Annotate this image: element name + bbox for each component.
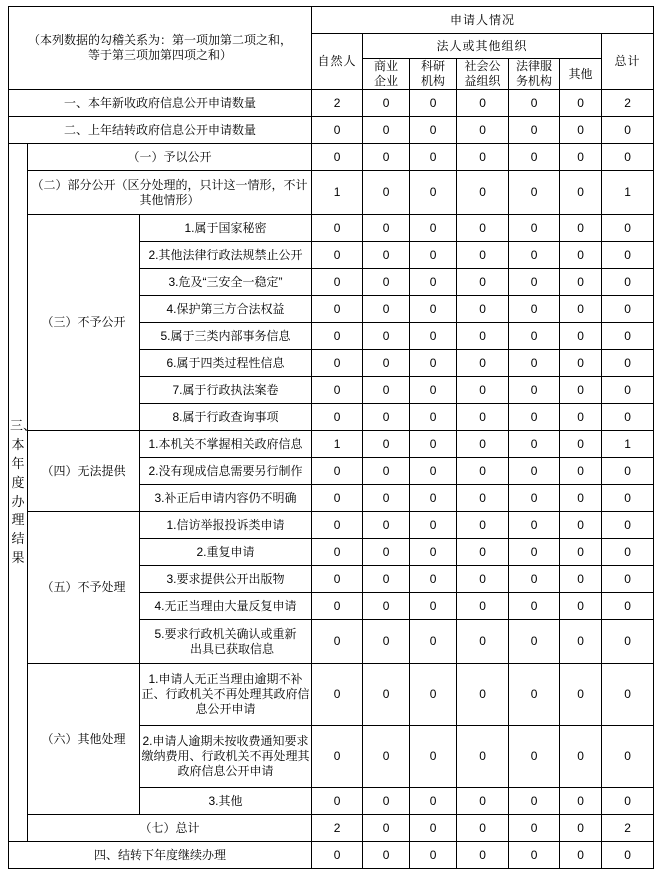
row-label-item1: 一、本年新收政府信息公开申请数量 xyxy=(9,90,312,117)
row-label-g5-5-line1: 5.要求行政机关确认或重新 xyxy=(154,626,297,641)
cell-r21-c5: 0 xyxy=(509,664,560,726)
cell-r10-c2: 0 xyxy=(363,350,410,377)
header-col-legal-service-org xyxy=(509,59,560,90)
cell-r6-c2: 0 xyxy=(363,242,410,269)
cell-r22-c1: 0 xyxy=(312,726,363,788)
row-label-g3-5: 5.属于三类内部事务信息 xyxy=(140,323,312,350)
cell-r23-c5: 0 xyxy=(509,788,560,815)
cell-r7-c1: 0 xyxy=(312,269,363,296)
cell-r17-c2: 0 xyxy=(363,539,410,566)
cell-r8-c1: 0 xyxy=(312,296,363,323)
cell-r6-c3: 0 xyxy=(410,242,457,269)
cell-r20-c3: 0 xyxy=(410,620,457,664)
header-col-other: 其他 xyxy=(560,59,602,90)
cell-r14-c5: 0 xyxy=(509,458,560,485)
cell-r9-c1: 0 xyxy=(312,323,363,350)
cell-r7-c5: 0 xyxy=(509,269,560,296)
cell-r14-c6: 0 xyxy=(560,458,602,485)
cell-r14-c7: 0 xyxy=(602,458,654,485)
row-label-item2: 二、上年结转政府信息公开申请数量 xyxy=(9,117,312,144)
row-label-g3-1: 1.属于国家秘密 xyxy=(140,215,312,242)
cell-r22-c2: 0 xyxy=(363,726,410,788)
cell-r18-c2: 0 xyxy=(363,566,410,593)
cell-r23-c4: 0 xyxy=(457,788,509,815)
cell-r17-c1: 0 xyxy=(312,539,363,566)
cell-r23-c3: 0 xyxy=(410,788,457,815)
cell-r22-c3: 0 xyxy=(410,726,457,788)
cell-r3-c1: 0 xyxy=(312,144,363,171)
header-col-legal-service-org-line1: 法律服 xyxy=(516,59,553,73)
cell-r6-c4: 0 xyxy=(457,242,509,269)
cell-r12-c1: 0 xyxy=(312,404,363,431)
cell-r17-c7: 0 xyxy=(602,539,654,566)
cell-r5-c5: 0 xyxy=(509,215,560,242)
cell-r22-c7: 0 xyxy=(602,726,654,788)
cell-r15-c3: 0 xyxy=(410,485,457,512)
cell-r8-c2: 0 xyxy=(363,296,410,323)
cell-r9-c3: 0 xyxy=(410,323,457,350)
cell-r11-c4: 0 xyxy=(457,377,509,404)
cell-r2-c4: 0 xyxy=(457,117,509,144)
cell-r10-c7: 0 xyxy=(602,350,654,377)
cell-r24-c1: 2 xyxy=(312,815,363,842)
header-col-total: 总计 xyxy=(602,34,654,90)
cell-r25-c5: 0 xyxy=(509,842,560,869)
row-label-g6-1-line2: 行政机关不再处理其政府信息公 xyxy=(165,687,310,716)
cell-r21-c7: 0 xyxy=(602,664,654,726)
cell-r7-c6: 0 xyxy=(560,269,602,296)
row-label-g5-5 xyxy=(140,620,312,664)
cell-r20-c7: 0 xyxy=(602,620,654,664)
cell-r8-c4: 0 xyxy=(457,296,509,323)
cell-r21-c4: 0 xyxy=(457,664,509,726)
header-col-commercial-enterprise xyxy=(363,59,410,90)
cell-r18-c6: 0 xyxy=(560,566,602,593)
row-label-group5: （五）不予处理 xyxy=(28,512,140,664)
header-col-research-institution xyxy=(410,59,457,90)
cell-r5-c7: 0 xyxy=(602,215,654,242)
cell-r17-c6: 0 xyxy=(560,539,602,566)
cell-r11-c3: 0 xyxy=(410,377,457,404)
header-row-1 xyxy=(9,7,654,34)
row-label-g5-5-line2: 出具已获取信息 xyxy=(190,641,275,656)
cell-r22-c6: 0 xyxy=(560,726,602,788)
cell-r18-c1: 0 xyxy=(312,566,363,593)
row-label-g6-3: 3.其他 xyxy=(140,788,312,815)
row-label-g4-2: 2.没有现成信息需要另行制作 xyxy=(140,458,312,485)
row-label-g3-6: 6.属于四类过程性信息 xyxy=(140,350,312,377)
cell-r6-c7: 0 xyxy=(602,242,654,269)
table-row-item1 xyxy=(9,90,654,117)
row-label-g4-3: 3.补正后申请内容仍不明确 xyxy=(140,485,312,512)
cell-r11-c2: 0 xyxy=(363,377,410,404)
cell-r1-c7: 2 xyxy=(602,90,654,117)
cell-r25-c6: 0 xyxy=(560,842,602,869)
cell-r24-c6: 0 xyxy=(560,815,602,842)
row-label-group2-line1: （二）部分公开（区分处理的，只计这一情形，不 xyxy=(31,177,296,192)
cell-r25-c3: 0 xyxy=(410,842,457,869)
row-label-g5-3: 3.要求提供公开出版物 xyxy=(140,566,312,593)
cell-r11-c7: 0 xyxy=(602,377,654,404)
cell-r8-c6: 0 xyxy=(560,296,602,323)
cell-r3-c4: 0 xyxy=(457,144,509,171)
cell-r13-c1: 1 xyxy=(312,431,363,458)
government-info-disclosure-table xyxy=(8,6,654,869)
cell-r10-c5: 0 xyxy=(509,350,560,377)
cell-r19-c3: 0 xyxy=(410,593,457,620)
cell-r12-c5: 0 xyxy=(509,404,560,431)
cell-r14-c2: 0 xyxy=(363,458,410,485)
cell-r4-c6: 0 xyxy=(560,171,602,215)
row-label-g6-2-line3: 府信息公开申请 xyxy=(189,764,274,778)
row-label-g6-2 xyxy=(140,726,312,788)
cell-r13-c4: 0 xyxy=(457,431,509,458)
cell-r11-c5: 0 xyxy=(509,377,560,404)
cell-r13-c5: 0 xyxy=(509,431,560,458)
cell-r15-c2: 0 xyxy=(363,485,410,512)
cell-r17-c3: 0 xyxy=(410,539,457,566)
table-row-group2 xyxy=(9,171,654,215)
cell-r1-c2: 0 xyxy=(363,90,410,117)
cell-r15-c7: 0 xyxy=(602,485,654,512)
cell-r4-c7: 1 xyxy=(602,171,654,215)
cell-r24-c5: 0 xyxy=(509,815,560,842)
cell-r22-c4: 0 xyxy=(457,726,509,788)
cell-r15-c5: 0 xyxy=(509,485,560,512)
cell-r5-c2: 0 xyxy=(363,215,410,242)
table-row-g6-1 xyxy=(9,664,654,726)
cell-r18-c3: 0 xyxy=(410,566,457,593)
row-label-group4: （四）无法提供 xyxy=(28,431,140,512)
cell-r14-c1: 0 xyxy=(312,458,363,485)
row-label-item4: 四、结转下年度继续办理 xyxy=(9,842,312,869)
table-row-g3-1 xyxy=(9,215,654,242)
cell-r23-c7: 0 xyxy=(602,788,654,815)
cell-r3-c5: 0 xyxy=(509,144,560,171)
cell-r5-c1: 0 xyxy=(312,215,363,242)
cell-r12-c7: 0 xyxy=(602,404,654,431)
cell-r25-c7: 0 xyxy=(602,842,654,869)
cell-r18-c5: 0 xyxy=(509,566,560,593)
cell-r9-c6: 0 xyxy=(560,323,602,350)
cell-r8-c7: 0 xyxy=(602,296,654,323)
cell-r5-c6: 0 xyxy=(560,215,602,242)
table-row-group7-total xyxy=(9,815,654,842)
calculation-note-line1: （本列数据的勾稽关系为：第一项加第二项之和， xyxy=(28,33,293,47)
cell-r8-c5: 0 xyxy=(509,296,560,323)
cell-r5-c3: 0 xyxy=(410,215,457,242)
table-row-group1 xyxy=(9,144,654,171)
cell-r10-c1: 0 xyxy=(312,350,363,377)
cell-r7-c7: 0 xyxy=(602,269,654,296)
cell-r19-c1: 0 xyxy=(312,593,363,620)
cell-r7-c2: 0 xyxy=(363,269,410,296)
cell-r23-c6: 0 xyxy=(560,788,602,815)
cell-r1-c6: 0 xyxy=(560,90,602,117)
cell-r21-c6: 0 xyxy=(560,664,602,726)
cell-r4-c5: 0 xyxy=(509,171,560,215)
cell-r15-c4: 0 xyxy=(457,485,509,512)
cell-r15-c1: 0 xyxy=(312,485,363,512)
cell-r15-c6: 0 xyxy=(560,485,602,512)
section-label-item3-text: 三、本年度办理结果 xyxy=(10,418,37,566)
header-col-commercial-enterprise-line1: 商业 xyxy=(374,59,399,73)
header-col-social-welfare-org xyxy=(457,59,509,90)
cell-r16-c2: 0 xyxy=(363,512,410,539)
cell-r21-c1: 0 xyxy=(312,664,363,726)
cell-r11-c1: 0 xyxy=(312,377,363,404)
header-legal-entity-group: 法人或其他组织 xyxy=(363,34,602,59)
calculation-note-line2: 等于第三项加第四项之和） xyxy=(88,48,233,62)
cell-r5-c4: 0 xyxy=(457,215,509,242)
cell-r13-c3: 0 xyxy=(410,431,457,458)
cell-r6-c1: 0 xyxy=(312,242,363,269)
cell-r3-c7: 0 xyxy=(602,144,654,171)
cell-r11-c6: 0 xyxy=(560,377,602,404)
cell-r12-c2: 0 xyxy=(363,404,410,431)
cell-r9-c7: 0 xyxy=(602,323,654,350)
cell-r3-c2: 0 xyxy=(363,144,410,171)
cell-r6-c6: 0 xyxy=(560,242,602,269)
cell-r20-c2: 0 xyxy=(363,620,410,664)
cell-r6-c5: 0 xyxy=(509,242,560,269)
header-col-natural-person: 自然人 xyxy=(312,34,363,90)
cell-r1-c4: 0 xyxy=(457,90,509,117)
cell-r24-c7: 2 xyxy=(602,815,654,842)
cell-r4-c2: 0 xyxy=(363,171,410,215)
cell-r2-c7: 0 xyxy=(602,117,654,144)
cell-r20-c1: 0 xyxy=(312,620,363,664)
cell-r1-c5: 0 xyxy=(509,90,560,117)
cell-r12-c3: 0 xyxy=(410,404,457,431)
row-label-g5-4: 4.无正当理由大量反复申请 xyxy=(140,593,312,620)
cell-r2-c5: 0 xyxy=(509,117,560,144)
cell-r19-c4: 0 xyxy=(457,593,509,620)
cell-r14-c4: 0 xyxy=(457,458,509,485)
cell-r24-c3: 0 xyxy=(410,815,457,842)
cell-r9-c2: 0 xyxy=(363,323,410,350)
row-label-g6-2-line2: 缴纳费用、行政机关不再处理其政 xyxy=(141,749,310,778)
cell-r9-c5: 0 xyxy=(509,323,560,350)
cell-r23-c1: 0 xyxy=(312,788,363,815)
cell-r10-c3: 0 xyxy=(410,350,457,377)
row-label-g3-2: 2.其他法律行政法规禁止公开 xyxy=(140,242,312,269)
cell-r16-c6: 0 xyxy=(560,512,602,539)
cell-r25-c4: 0 xyxy=(457,842,509,869)
cell-r4-c3: 0 xyxy=(410,171,457,215)
cell-r1-c1: 2 xyxy=(312,90,363,117)
row-label-g3-8: 8.属于行政查询事项 xyxy=(140,404,312,431)
cell-r1-c3: 0 xyxy=(410,90,457,117)
cell-r18-c4: 0 xyxy=(457,566,509,593)
cell-r12-c4: 0 xyxy=(457,404,509,431)
cell-r18-c7: 0 xyxy=(602,566,654,593)
cell-r19-c5: 0 xyxy=(509,593,560,620)
cell-r16-c7: 0 xyxy=(602,512,654,539)
row-label-g3-7: 7.属于行政执法案卷 xyxy=(140,377,312,404)
cell-r19-c6: 0 xyxy=(560,593,602,620)
row-label-g6-1-line1: 1.申请人无正当理由逾期不补正、 xyxy=(141,672,303,701)
cell-r24-c4: 0 xyxy=(457,815,509,842)
row-label-g4-1: 1.本机关不掌握相关政府信息 xyxy=(140,431,312,458)
row-label-group2-line2: 计其他情形） xyxy=(139,177,308,207)
cell-r9-c4: 0 xyxy=(457,323,509,350)
row-label-g6-2-line1: 2.申请人逾期未按收费通知要求 xyxy=(142,734,309,748)
cell-r25-c1: 0 xyxy=(312,842,363,869)
cell-r16-c3: 0 xyxy=(410,512,457,539)
cell-r2-c6: 0 xyxy=(560,117,602,144)
row-label-group3: （三）不予公开 xyxy=(28,215,140,431)
cell-r2-c3: 0 xyxy=(410,117,457,144)
cell-r13-c6: 0 xyxy=(560,431,602,458)
table-row-g4-1 xyxy=(9,431,654,458)
statistics-sheet xyxy=(0,6,642,860)
cell-r12-c6: 0 xyxy=(560,404,602,431)
cell-r24-c2: 0 xyxy=(363,815,410,842)
cell-r23-c2: 0 xyxy=(363,788,410,815)
cell-r7-c3: 0 xyxy=(410,269,457,296)
cell-r4-c4: 0 xyxy=(457,171,509,215)
cell-r16-c5: 0 xyxy=(509,512,560,539)
cell-r21-c2: 0 xyxy=(363,664,410,726)
table-row-item2 xyxy=(9,117,654,144)
cell-r7-c4: 0 xyxy=(457,269,509,296)
row-label-g6-1 xyxy=(140,664,312,726)
calculation-note-cell xyxy=(9,7,312,90)
row-label-g3-3: 3.危及“三安全一稳定” xyxy=(140,269,312,296)
cell-r16-c1: 0 xyxy=(312,512,363,539)
cell-r20-c6: 0 xyxy=(560,620,602,664)
cell-r25-c2: 0 xyxy=(363,842,410,869)
cell-r3-c3: 0 xyxy=(410,144,457,171)
header-applicant-situation: 申请人情况 xyxy=(312,7,654,34)
table-row-item4 xyxy=(9,842,654,869)
cell-r4-c1: 1 xyxy=(312,171,363,215)
cell-r14-c3: 0 xyxy=(410,458,457,485)
row-label-group1: （一）予以公开 xyxy=(28,144,312,171)
cell-r10-c6: 0 xyxy=(560,350,602,377)
cell-r20-c4: 0 xyxy=(457,620,509,664)
row-label-g6-1-line3: 开申请 xyxy=(219,702,256,716)
header-col-research-institution-line2: 机构 xyxy=(421,74,446,88)
cell-r3-c6: 0 xyxy=(560,144,602,171)
table-row-g5-1 xyxy=(9,512,654,539)
row-label-group2 xyxy=(28,171,312,215)
row-label-g5-2: 2.重复申请 xyxy=(140,539,312,566)
header-col-social-welfare-org-line2: 益组织 xyxy=(464,74,501,88)
row-label-g5-1: 1.信访举报投诉类申请 xyxy=(140,512,312,539)
cell-r2-c2: 0 xyxy=(363,117,410,144)
cell-r16-c4: 0 xyxy=(457,512,509,539)
header-col-social-welfare-org-line1: 社会公 xyxy=(464,59,501,73)
cell-r17-c4: 0 xyxy=(457,539,509,566)
header-col-research-institution-line1: 科研 xyxy=(421,59,446,73)
cell-r13-c7: 1 xyxy=(602,431,654,458)
cell-r20-c5: 0 xyxy=(509,620,560,664)
section-label-item3-vertical xyxy=(9,144,37,842)
cell-r2-c1: 0 xyxy=(312,117,363,144)
header-col-legal-service-org-line2: 务机构 xyxy=(516,74,553,88)
cell-r21-c3: 0 xyxy=(410,664,457,726)
row-label-group7: （七）总计 xyxy=(28,815,312,842)
cell-r10-c4: 0 xyxy=(457,350,509,377)
cell-r17-c5: 0 xyxy=(509,539,560,566)
cell-r19-c2: 0 xyxy=(363,593,410,620)
cell-r13-c2: 0 xyxy=(363,431,410,458)
row-label-g3-4: 4.保护第三方合法权益 xyxy=(140,296,312,323)
cell-r22-c5: 0 xyxy=(509,726,560,788)
row-label-group6: （六）其他处理 xyxy=(28,664,140,815)
header-col-commercial-enterprise-line2: 企业 xyxy=(374,74,399,88)
cell-r19-c7: 0 xyxy=(602,593,654,620)
cell-r8-c3: 0 xyxy=(410,296,457,323)
